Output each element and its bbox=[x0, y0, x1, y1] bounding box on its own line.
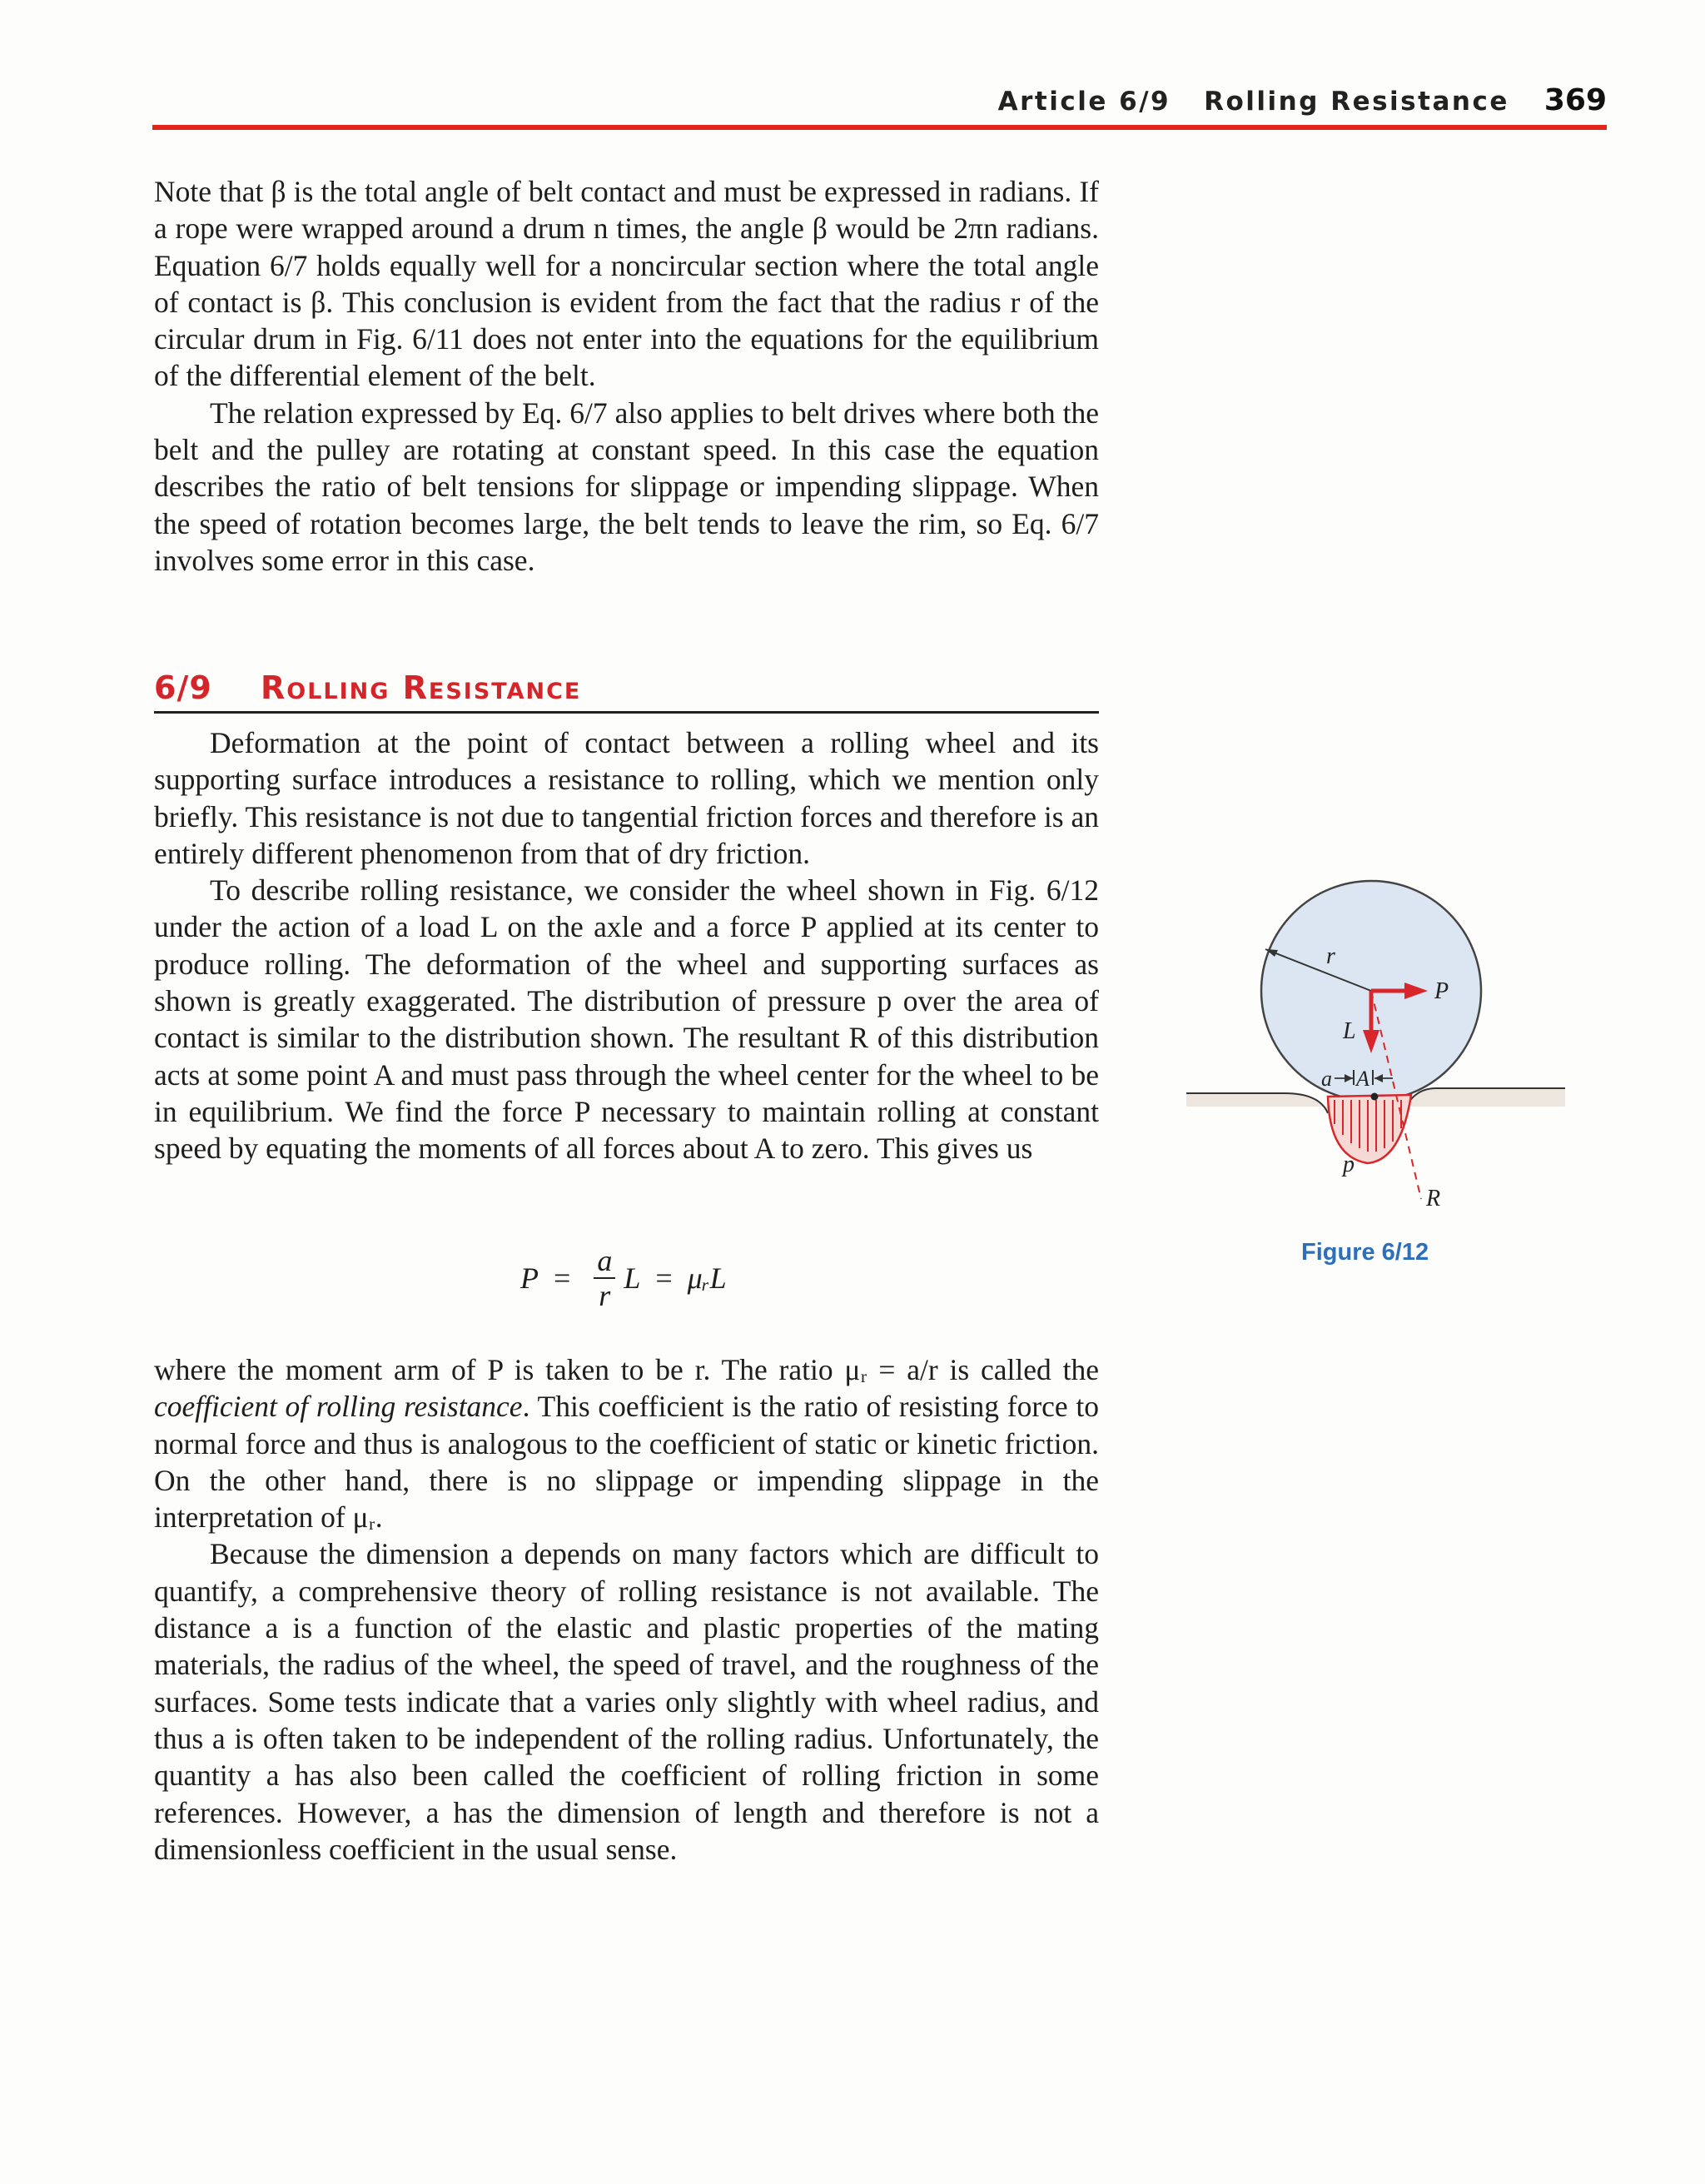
section-text bbox=[154, 724, 1099, 1167]
article-label: Article 6/9 bbox=[997, 87, 1171, 117]
fraction-denominator: r bbox=[599, 1279, 611, 1312]
label-a: a bbox=[1321, 1067, 1332, 1091]
equation-equals: = bbox=[554, 1261, 571, 1295]
header-title: Rolling Resistance bbox=[1204, 87, 1509, 117]
label-P: P bbox=[1434, 978, 1449, 1004]
pressure-distribution bbox=[1328, 1095, 1411, 1163]
after-text bbox=[154, 1351, 1099, 1868]
after-paragraph-2: Because the dimension a depends on many factors which are difficult to quantify, a comprehensive theory of rolling resistance is not available. The distance a is a function of the elastic and plastic properties of the mating materials, the radius of the wheel, the speed of travel, and the roughness of the surfaces. Some tests indicate that a varies only slightly with wheel radius, and thus a is often taken to be independent of the rolling radius. Unfortunately, the quantity a has also been called the coefficient of rolling friction in some references. However, a has the dimension of length and therefore is not a dimensionless coefficient in the usual sense. bbox=[154, 1537, 1099, 1866]
section-heading bbox=[154, 664, 1099, 714]
term-coefficient-rolling-resistance: coefficient of rolling resistance bbox=[154, 1390, 523, 1424]
section-title: Rolling Resistance bbox=[261, 669, 582, 706]
label-R: R bbox=[1426, 1186, 1441, 1211]
after-paragraph-1-b: . This coefficient is the ratio of resisting force to normal force and thus is analogous to the coefficient of static or kinetic friction. On the other hand, there is no slippage or impending slippage in the interpretation of μᵣ. bbox=[154, 1390, 1099, 1535]
intro-paragraph-2: The relation expressed by Eq. 6/7 also applies to belt drives where both the belt and the pulley are rotating at constant speed. In this case the equation describes the ratio of belt tensions for slippage or impending slippage. When the speed of rotation becomes large, the belt tends to leave the rim, so Eq. 6/7 involves some error in this case. bbox=[154, 396, 1099, 577]
section-paragraph-2: To describe rolling resistance, we consider the wheel shown in Fig. 6/12 under the action of a load L on the axle and a force P applied at its center to produce rolling. The deformation of the wheel and supporting surfaces as shown is greatly exaggerated. The distribution of pressure p over the area of contact is similar to the distribution shown. The resultant R of this distribution acts at some point A and must pass through the wheel center for the wheel to be in equilibrium. We find the force P necessary to maintain rolling at constant speed by equating the moments of all forces about A to zero. This gives us bbox=[154, 873, 1099, 1166]
equation-equals-2: = bbox=[655, 1261, 673, 1295]
equation-lhs: P bbox=[520, 1261, 539, 1295]
running-header bbox=[152, 83, 1607, 123]
page-number: 369 bbox=[1543, 83, 1607, 117]
fraction-numerator: a bbox=[597, 1244, 613, 1277]
intro-text bbox=[154, 173, 1099, 579]
after-paragraph-1-a: where the moment arm of P is taken to be r. The ratio μᵣ = a/r is called the bbox=[154, 1353, 1099, 1386]
section-number: 6/9 bbox=[154, 669, 212, 706]
equation-fraction bbox=[594, 1244, 615, 1312]
equation-block bbox=[154, 1232, 1099, 1324]
section-paragraph-1: Deformation at the point of contact between a rolling wheel and its supporting surface introduces a resistance to rolling, which we mention only briefly. This resistance is not due to tangential friction forces and therefore is an entirely different phenomenon from that of dry friction. bbox=[154, 726, 1099, 870]
equation-mid: L bbox=[624, 1261, 641, 1295]
point-A bbox=[1371, 1093, 1379, 1101]
label-A: A bbox=[1356, 1067, 1369, 1091]
after-paragraph-1 bbox=[154, 1351, 1099, 1535]
intro-paragraph-1: Note that β is the total angle of belt contact and must be expressed in radians. If a rope were wrapped around a drum n times, the angle β would be 2πn radians. Equation 6/7 holds equally well for a noncircular section where the total angle of contact is β. This conclusion is evident from the fact that the radius r of the circular drum in Fig. 6/11 does not enter into the equations for the equilibrium of the differential element of the belt. bbox=[154, 175, 1099, 393]
equation-rhs: μᵣL bbox=[687, 1261, 727, 1295]
figure-caption: Figure 6/12 bbox=[1301, 1239, 1429, 1266]
equation bbox=[520, 1232, 727, 1324]
header-rule bbox=[152, 125, 1607, 130]
label-p: p bbox=[1343, 1152, 1355, 1177]
figure-6-12 bbox=[1186, 870, 1565, 1224]
label-L: L bbox=[1343, 1018, 1356, 1044]
label-r: r bbox=[1326, 943, 1335, 969]
